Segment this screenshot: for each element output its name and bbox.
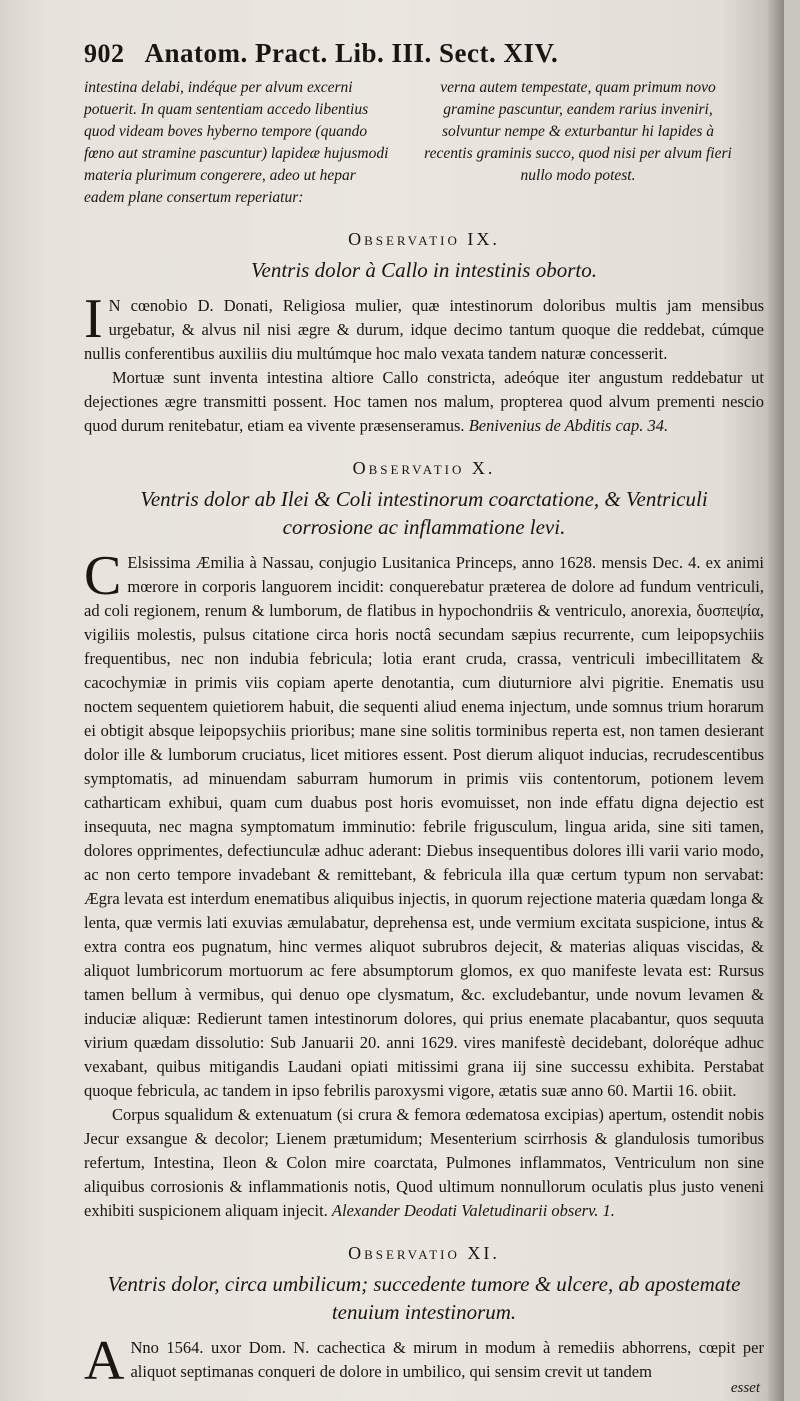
observation-ix-title: Ventris dolor à Callo in intestinis oborto. <box>251 258 597 282</box>
observation-ix-text-2: Mortuæ sunt inventa intestina altiore Callo constricta, adeóque iter angustum reddebatur ut dejectiones ægre transmitti possent. Hoc tamen nos malum, propterea quod alvum prementi nescio quod durum renitebatur, etiam ea vivente præsenseramus. <box>84 368 764 435</box>
catchword: esset <box>730 1380 760 1396</box>
running-head <box>84 38 764 69</box>
observation-x-heading: Observatio X. <box>352 458 496 478</box>
observation-x-paragraph-2 <box>84 1103 764 1223</box>
observation-xi-heading: Observatio XI. <box>348 1243 500 1263</box>
observation-x-citation: Alexander Deodati Valetudinarii observ. 1. <box>331 1201 615 1220</box>
observation-x-paragraph-1 <box>84 545 764 1103</box>
observation-ix-paragraph-2 <box>84 366 764 438</box>
drop-cap: C <box>84 545 122 607</box>
page-number: 902 <box>84 39 125 68</box>
observation-xi-text-1: Nno 1564. uxor Dom. N. cachectica & mirum in modum à remediis abhorrens, cœpit per aliquot septimanas conqueri de dolore in umbilico, qui sensim crevit ut tandem <box>130 1338 764 1381</box>
continuation-left-column: intestina delabi, indéque per alvum excerni potuerit. In quam sententiam accedo libentius quod videam boves hyberno tempore (quando fœno aut stramine pascuntur) lapideæ hujusmodi materia plurimum congerere, adeo ut hepar eadem plane consertum reperiatur: <box>84 79 389 206</box>
continuation-right-column: verna autem tempestate, quam primum novo gramine pascuntur, eandem rarius inveniri, solvuntur nempe & exturbantur hi lapides à recentis graminis succo, quod nisi per alvum fieri nullo modo potest. <box>424 79 732 184</box>
observation-ix-text-1: N cœnobio D. Donati, Religiosa mulier, quæ intestinorum doloribus multis jam mensibus urgebatur, & alvus nil nisi ægre & durum, idque decimo tantum quoque die reddebat, cúmque nullis conferentibus auxiliis diu multúmque hoc malo vexata tandem naturæ concesserit. <box>84 296 764 363</box>
observation-ix-paragraph-1 <box>84 288 764 366</box>
drop-cap: I <box>84 288 103 350</box>
observation-xi-title: Ventris dolor, circa umbilicum; succedente tumore & ulcere, ab apostemate tenuium intestinorum. <box>107 1272 741 1324</box>
drop-cap: A <box>84 1330 125 1392</box>
observation-x-text-2: Corpus squalidum & extenuatum (si crura & femora œdematosa excipias) apertum, ostendit nobis Jecur exsangue & decolor; Lienem prætumidum; Mesenterium scirrhosis & glandulosis tumoribus refertum, Intestina, Ileon & Colon mire coarctata, Pulmones inflammatos, Ventriculum non sine aliquibus corrosionis & inflammationis notis, Quod ultimum nonnullorum oculatis plus justo veneni exhibiti suspicionem aliquam injecit. <box>84 1105 764 1220</box>
running-title: Anatom. Pract. Lib. III. Sect. XIV. <box>144 38 559 68</box>
continuation-columns <box>84 77 764 209</box>
observation-ix-citation: Benivenius de Abditis cap. 34. <box>468 416 669 435</box>
page-gutter-shadow <box>768 0 784 1401</box>
observation-x-text-1: Elsissima Æmilia à Nassau, conjugio Lusitanica Princeps, anno 1628. mensis Dec. 4. ex animi mœrore in corporis languorem incidit: conquerebatur præterea de dolore ad fundum ventriculi, ad coli regionem, renum & lumborum, de flatibus in hypochondriis & ventriculo, anorexia, δυσπεψία, vigiliis molestis, pulsus citatione circa horis noctâ secundam sæpius recurrente, cum leipopsychiis frequentibus, nec non indubia febricula; lotia erant cruda, crassa, ventriculi imbecillitatem & cacochymiæ in primis viis copiam aperte denotantia, cum diuturniore alvi pigritie. Enematis usu noctem sequentem quietiorem habuit, die sequenti aliud enema injectum, unde somnus trium horarum ei obtigit absque leipopsychiis prioribus; mane sine solitis torminibus reperta est, non tamen desierant dolor ille & lumborum cruciatus, licet mitiores essent. Post dierum aliquot inducias, recrudescentibus symptomatis, ad minuendam saburram humorum in primis viis contentorum, potionem levem catharticam exhibui, quam cum duabus post horis evomuisset, non inde effatu digna dejectio est insequuta, nec magna symptomatum imminutio: febrile frigusculum, lingua arida, sine siti tamen, dolores opprimentes, defectiunculæ adhuc aderant: Diebus insequentibus dolores illi varii vario modo, ac non certo tempore invadebant & remittebant, & febricula illa quæ certum typum non servabat: Ægra levata est interdum enematibus aliquibus injectis, in quorum rejectione materia quædam longa & lenta, quæ vermis lati exuvias æmulabatur, deprehensa est, unde vermium excitata suspicione, intus & extra contra eos pugnatum, hinc vermes aliquot subrubros dejecit, & materias aliquas viscidas, & aliquot lumbricorum mortuorum ac fere absumptorum glomos, ex quo manifeste levata est: Rursus tamen bellum à vermibus, qui denuo ope clysmatum, &c. excludebantur, unde novum levamen & induciæ aliquæ: Redierunt tamen intestinorum dolores, qui prius enemate placabantur, quos sequuta virium quædam dissolutio: Sub Januarii 20. anni 1629. vires manifestè decidebant, doloréque adhuc vexabant, quibus mitigandis Laudani opiati mitissimi grana iij sine successu exhibita. Perstabat quoque febricula, ac tandem in ipso febrilis paroxysmi vigore, ætatis suæ anno 60. Martii 16. obiit. <box>84 553 764 1100</box>
observation-ix-heading: Observatio IX. <box>348 229 500 249</box>
observation-x-title: Ventris dolor ab Ilei & Coli intestinorum coarctatione, & Ventriculi corrosione ac inflammatione levi. <box>140 487 708 539</box>
